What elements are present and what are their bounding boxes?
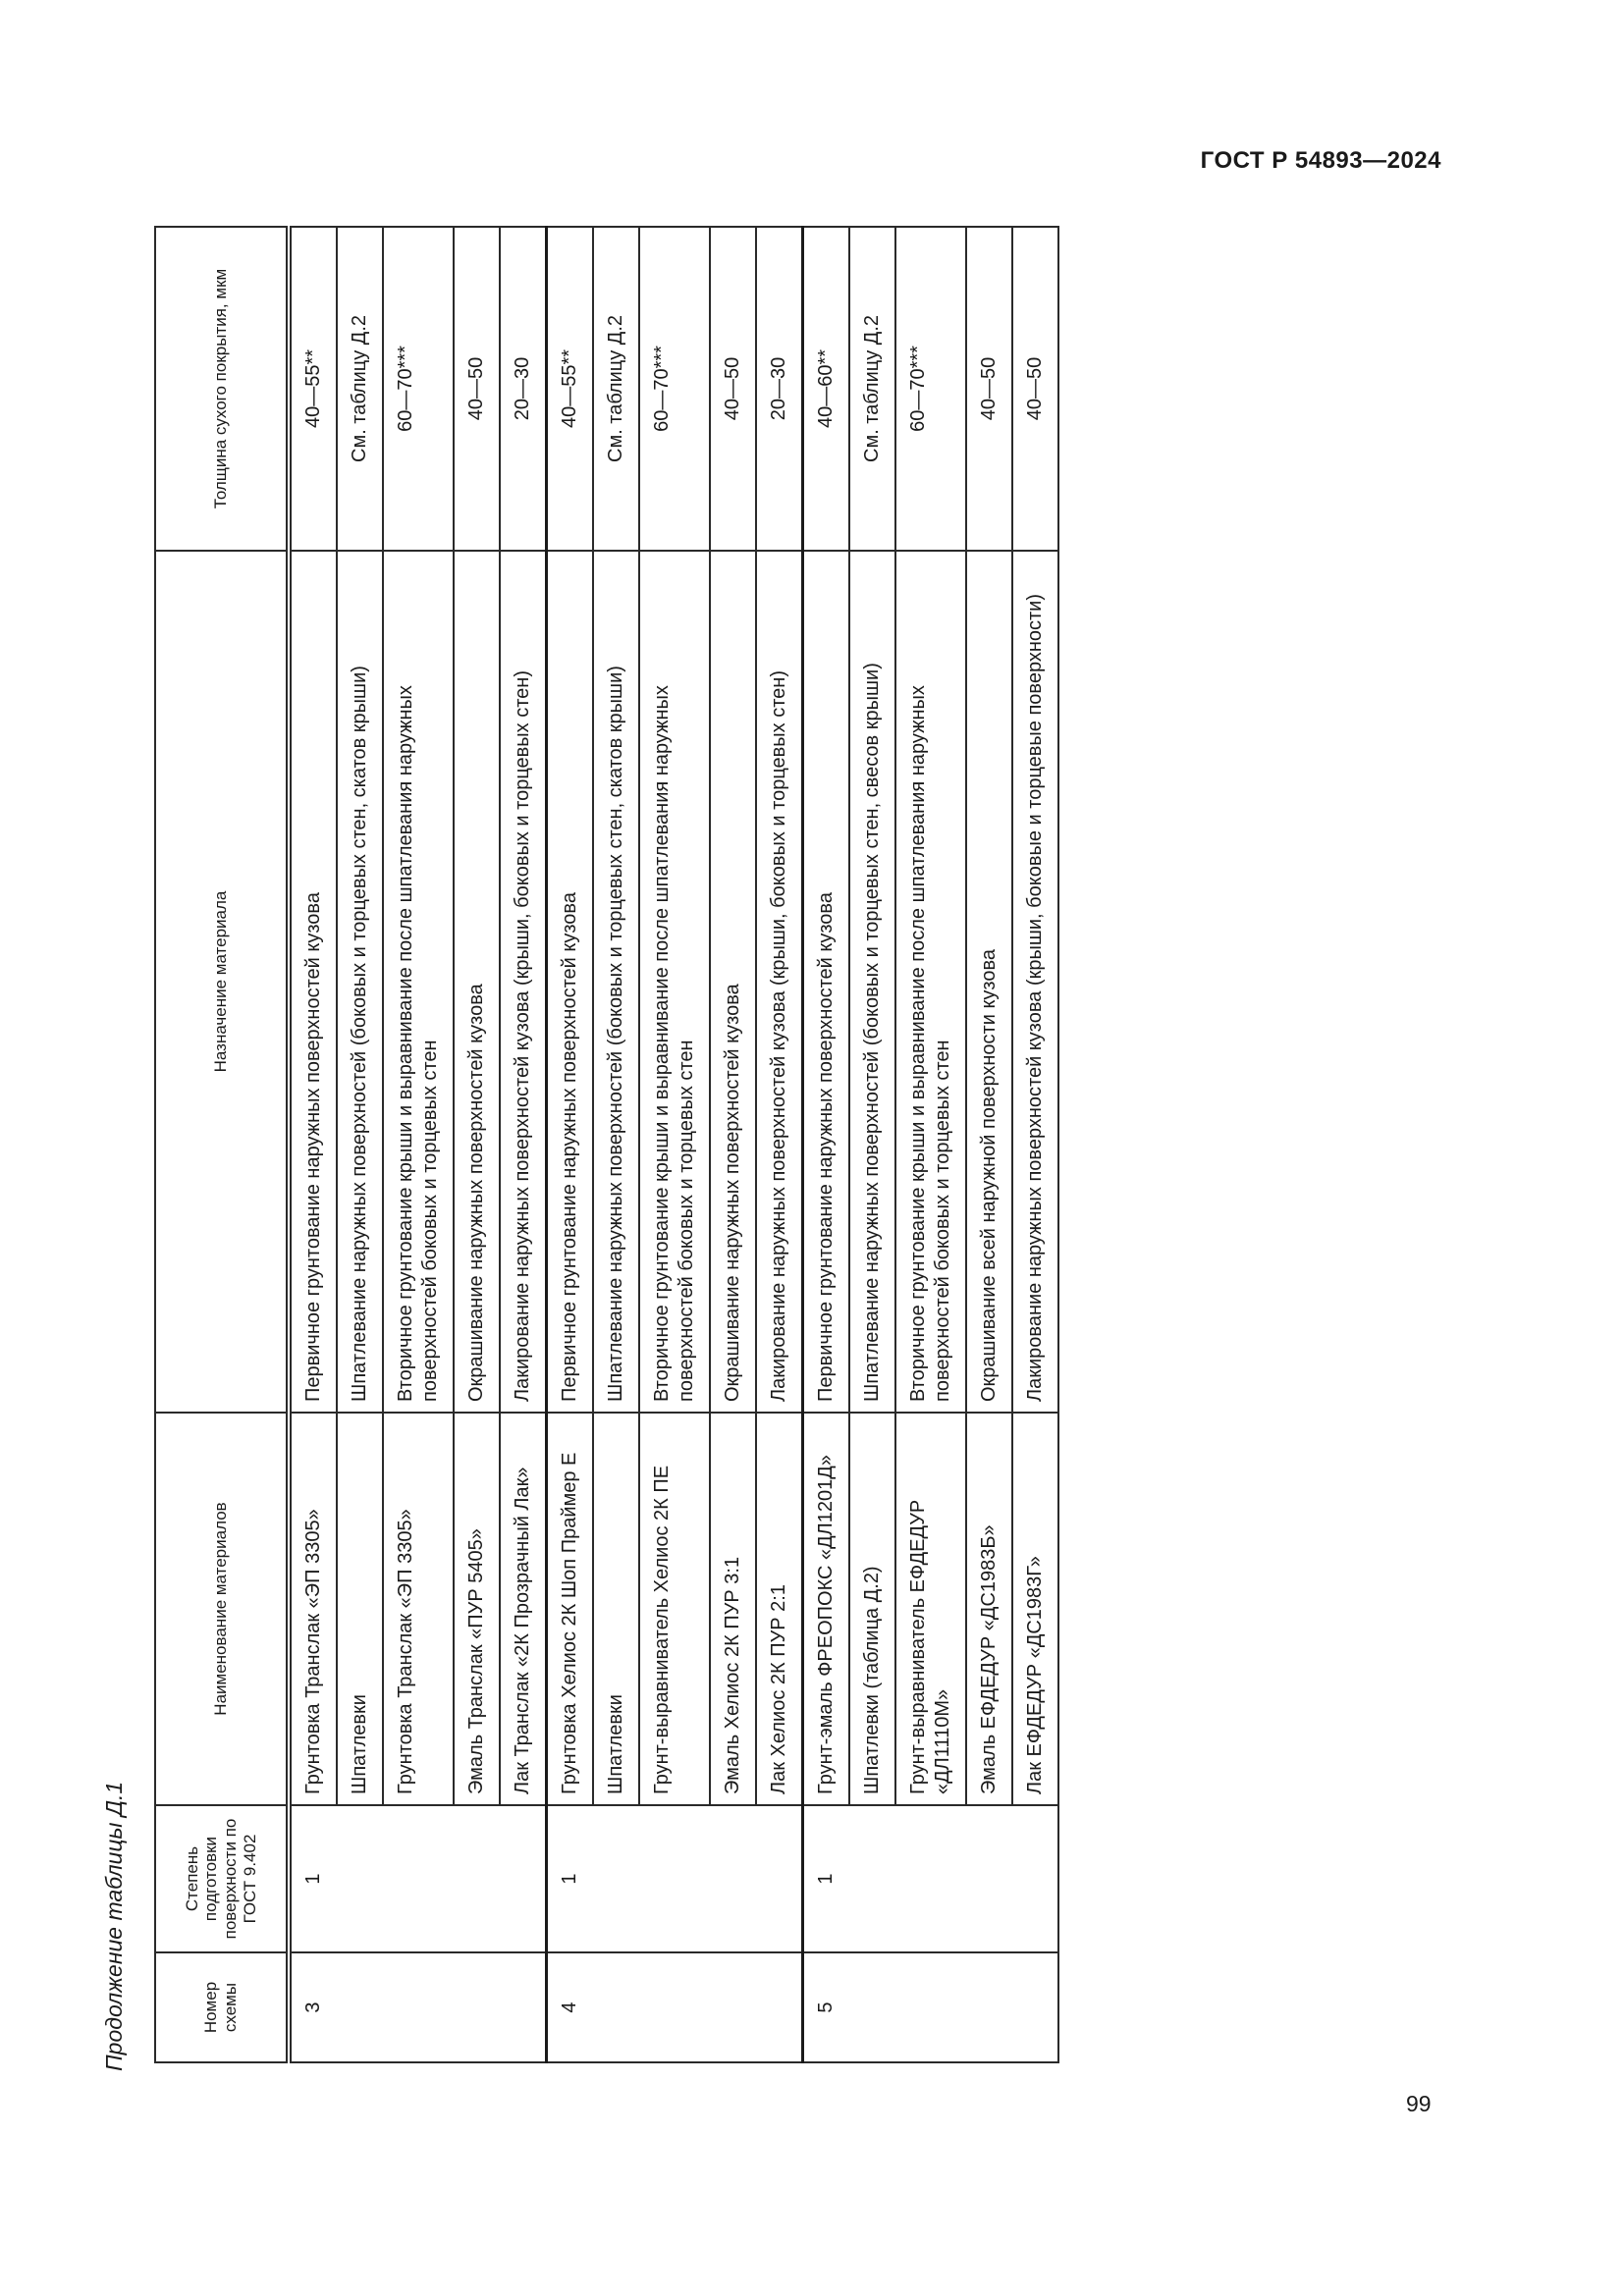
coating-thickness: 20—30 — [756, 227, 803, 551]
table-row — [756, 227, 803, 2062]
material-name: Эмаль Хелиос 2К ПУР 3:1 — [710, 1413, 756, 1805]
coating-thickness: 40—55** — [289, 227, 337, 551]
material-purpose: Окрашивание наружных поверхностей кузова — [454, 551, 500, 1413]
column-header-material-name: Наименование материалов — [155, 1413, 289, 1805]
material-purpose: Лакирование наружных поверхностей кузова (крыши, боковых и торцевых стен) — [500, 551, 547, 1413]
material-name: Эмаль ЕФДЕДУР «ДС1983Б» — [966, 1413, 1012, 1805]
column-header-thickness: Толщина сухого покрытия, мкм — [155, 227, 289, 551]
coating-thickness: См. таблицу Д.2 — [593, 227, 639, 551]
standard-code: ГОСТ Р 54893—2024 — [1200, 147, 1441, 174]
table-row — [383, 227, 454, 2062]
coating-thickness: См. таблицу Д.2 — [849, 227, 895, 551]
material-purpose: Лакирование наружных поверхностей кузова (крыши, боковых и торцевых стен) — [756, 551, 803, 1413]
material-purpose: Окрашивание наружных поверхностей кузова — [710, 551, 756, 1413]
scheme-number: 4 — [547, 1952, 803, 2062]
material-name: Грунт-выравниватель ЕФДЕДУР «ДЛ1110М» — [895, 1413, 966, 1805]
material-purpose: Вторичное грунтование крыши и выравнивание после шпатлевания наружных поверхностей боковых и торцевых стен — [895, 551, 966, 1413]
table-row — [895, 227, 966, 2062]
materials-table — [154, 226, 1059, 2063]
material-purpose: Окрашивание всей наружной поверхности кузова — [966, 551, 1012, 1413]
coating-thickness: 40—50 — [1012, 227, 1058, 551]
coating-thickness: 20—30 — [500, 227, 547, 551]
coating-thickness: 60—70*** — [895, 227, 966, 551]
material-name: Лак Транслак «2К Прозрачный Лак» — [500, 1413, 547, 1805]
table-row — [289, 227, 337, 2062]
material-name: Шпатлевки — [337, 1413, 383, 1805]
material-purpose: Первичное грунтование наружных поверхностей кузова — [547, 551, 594, 1413]
table-row — [593, 227, 639, 2062]
table-row — [500, 227, 547, 2062]
coating-thickness: 60—70*** — [639, 227, 710, 551]
table-row — [966, 227, 1012, 2062]
material-name: Эмаль Транслак «ПУР 5405» — [454, 1413, 500, 1805]
table-caption: Продолжение таблицы Д.1 — [101, 1781, 127, 2071]
material-name: Шпатлевки (таблица Д.2) — [849, 1413, 895, 1805]
column-header-purpose: Назначение материала — [155, 551, 289, 1413]
material-name: Шпатлевки — [593, 1413, 639, 1805]
table-row — [337, 227, 383, 2062]
table-row — [454, 227, 500, 2062]
material-name: Грунтовка Транслак «ЭП 3305» — [383, 1413, 454, 1805]
coating-thickness: 40—55** — [547, 227, 594, 551]
scheme-number: 5 — [803, 1952, 1059, 2062]
table-row — [547, 227, 594, 2062]
table-row — [849, 227, 895, 2062]
material-purpose: Вторичное грунтование крыши и выравнивание после шпатлевания наружных поверхностей боковых и торцевых стен — [639, 551, 710, 1413]
material-purpose: Шпатлевание наружных поверхностей (боковых и торцевых стен, скатов крыши) — [337, 551, 383, 1413]
column-header-degree: Степень подготовки поверхности по ГОСТ 9.402 — [155, 1805, 289, 1952]
material-name: Грунт-эмаль ФРЕОПОКС «ДЛ1201Д» — [803, 1413, 850, 1805]
coating-thickness: 40—50 — [966, 227, 1012, 551]
column-header-scheme: Номер схемы — [155, 1952, 289, 2062]
coating-thickness: 60—70*** — [383, 227, 454, 551]
page-number: 99 — [1406, 2091, 1432, 2116]
preparation-degree: 1 — [547, 1805, 803, 1952]
table-header-row — [155, 227, 289, 2062]
coating-thickness: 40—60** — [803, 227, 850, 551]
material-name: Грунт-выравниватель Хелиос 2К ПЕ — [639, 1413, 710, 1805]
material-purpose: Первичное грунтование наружных поверхностей кузова — [803, 551, 850, 1413]
preparation-degree: 1 — [289, 1805, 547, 1952]
material-purpose: Шпатлевание наружных поверхностей (боковых и торцевых стен, свесов крыши) — [849, 551, 895, 1413]
material-name: Лак Хелиос 2К ПУР 2:1 — [756, 1413, 803, 1805]
coating-thickness: 40—50 — [710, 227, 756, 551]
material-purpose: Лакирование наружных поверхностей кузова (крыши, боковые и торцевые поверхности) — [1012, 551, 1058, 1413]
preparation-degree: 1 — [803, 1805, 1059, 1952]
table-row — [1012, 227, 1058, 2062]
material-purpose: Первичное грунтование наружных поверхностей кузова — [289, 551, 337, 1413]
material-name: Лак ЕФДЕДУР «ДС1983Г» — [1012, 1413, 1058, 1805]
material-name: Грунтовка Транслак «ЭП 3305» — [289, 1413, 337, 1805]
table-row — [803, 227, 850, 2062]
coating-thickness: 40—50 — [454, 227, 500, 551]
material-name: Грунтовка Хелиос 2К Шоп Праймер Е — [547, 1413, 594, 1805]
rotated-table-block — [101, 226, 1279, 2071]
table-row — [639, 227, 710, 2062]
scheme-number: 3 — [289, 1952, 547, 2062]
material-purpose: Вторичное грунтование крыши и выравнивание после шпатлевания наружных поверхностей боковых и торцевых стен — [383, 551, 454, 1413]
table-row — [710, 227, 756, 2062]
coating-thickness: См. таблицу Д.2 — [337, 227, 383, 551]
material-purpose: Шпатлевание наружных поверхностей (боковых и торцевых стен, скатов крыши) — [593, 551, 639, 1413]
